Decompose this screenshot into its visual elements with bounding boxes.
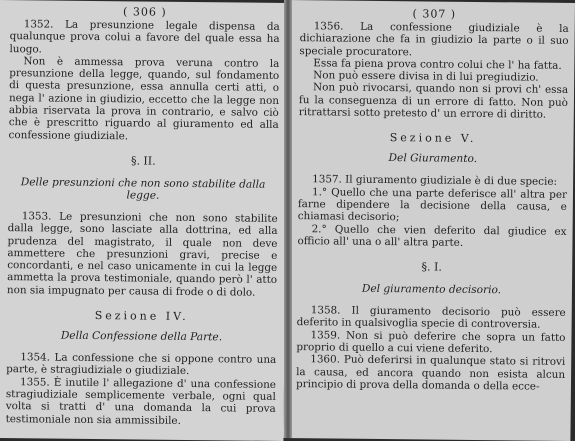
article-1357-item: 2.° Quello che vien deferito dal giudice ex officio all' una o all' altra parte. xyxy=(297,222,567,249)
section-heading: §. I. xyxy=(421,260,442,274)
page-number: ( 307 ) xyxy=(412,7,457,21)
article-1357: 1357. Il giuramento giudiziale è di due specie: xyxy=(312,173,558,189)
article-1358: 1358. Il giuramento decisorio può essere deferito in qualsivoglia specie di controversia. xyxy=(296,304,566,332)
article-1353: 1353. Le presunzioni che non sono stabilite dalla legge, sono lasciate alla dottrina, ed alla prudenza del magistrato, il quale non deve ammettere che presunzioni gravi, precise e concordanti, e nel caso unicamente in cui la legge ammetta la prova testimoniale, quando però l' atto non sia impugnato per causa di frode o di dolo. xyxy=(6,210,278,299)
section-title: Delle presunzioni che non sono stabilite dalla legge. xyxy=(20,176,266,202)
article-1360: 1360. Può deferirsi in qualunque stato si ritrovi la causa, ed ancora quando non esista alcun principio di prova della domanda o della ecce- xyxy=(295,353,566,393)
article-1354: 1354. La confessione che si oppone contro una parte, è stragiudiziale o giudiziale. xyxy=(6,351,277,378)
right-page xyxy=(283,0,575,441)
section-title: Del Giuramento. xyxy=(388,152,478,166)
section-title: Della Confessione della Parte. xyxy=(60,329,223,344)
book-gutter xyxy=(284,0,292,438)
article-1359: 1359. Non si può deferire che sopra un fatto proprio di quello a cui viene deferito. xyxy=(296,329,566,356)
article-1352-paragraph: Non è ammessa prova veruna contro la presunzione della legge, quando, sul fondamento di questa presunzione, essa annulla certi atti, o nega l' azione in giudizio, eccetto che la legge non abbia riservata la prova in contrario, e salvo ciò che è prescritto riguardo al giuramento ed alla confessione giudiziale. xyxy=(8,55,280,143)
section-title: Del giuramento decisorio. xyxy=(361,282,502,297)
page-number: ( 306 ) xyxy=(123,5,167,19)
article-1356: 1356. La confessione giudiziale è la dichiarazione che fa in giudizio la parte o il suo speciale procuratore. xyxy=(299,20,569,58)
section-heading: Sezione V. xyxy=(389,131,477,146)
article-1356-paragraph: Essa fa piena prova contro colui che l' ha fatta. xyxy=(313,57,562,72)
article-1355: 1355. È inutile l' allegazione d' una confessione stragiudiziale semplicemente verbale, ogni qual volta si tratti d' una domanda la cui prova testimoniale non sia ammissibile. xyxy=(5,375,277,427)
section-heading: §. II. xyxy=(130,154,156,168)
article-1356-paragraph: Non può rivocarsi, quando non si provi ch' essa fu la conseguenza di un errore di fatto. Non può ritrattarsi sotto pretesto d' un errore di diritto. xyxy=(298,81,569,121)
article-1357-item: 1.° Quello che una parte deferisce all' altra per farne dipendere la decisione della causa, e chiamasi decisorio; xyxy=(297,185,568,224)
section-heading: Sezione IV. xyxy=(94,309,189,324)
article-1352: 1352. La presunzione legale dispensa da qualunque prova colui a favore del quale essa ha luogo. xyxy=(9,18,280,56)
article-1356-paragraph: Non può essere divisa in di lui pregiudizio. xyxy=(313,69,539,84)
